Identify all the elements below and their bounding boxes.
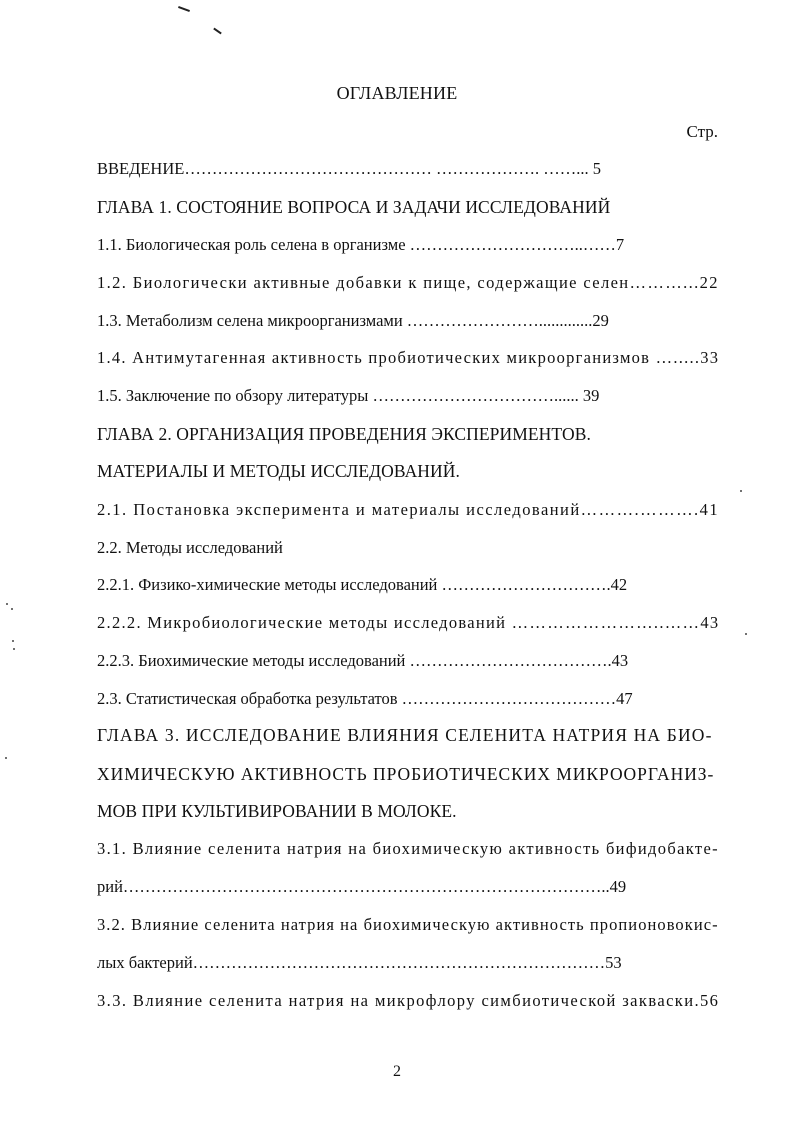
scan-mark	[213, 28, 222, 35]
scan-mark	[11, 608, 13, 610]
scan-mark	[12, 640, 14, 642]
toc-entry: 2.2.3. Биохимические методы исследований ……………………………….43	[97, 651, 629, 670]
toc-chapter-heading: ГЛАВА 3. ИССЛЕДОВАНИЕ ВЛИЯНИЯ СЕЛЕНИТА НАТРИЯ НА БИО-	[97, 725, 713, 745]
toc-entry: 1.5. Заключение по обзору литературы ……………………………...... 39	[97, 386, 600, 405]
toc-chapter-heading: ХИМИЧЕСКУЮ АКТИВНОСТЬ ПРОБИОТИЧЕСКИХ МИКРООРГАНИЗ-	[97, 764, 715, 784]
toc-entry: ВВЕДЕНИЕ……………………………………… ………………. ……... 5	[97, 159, 601, 178]
toc-entry: 1.2. Биологически активные добавки к пище, содержащие селен………...22	[97, 273, 719, 292]
toc-entry: 2.1. Постановка эксперимента и материалы исследований……….……….41	[97, 500, 720, 519]
toc-chapter-heading: ГЛАВА 1. СОСТОЯНИЕ ВОПРОСА И ЗАДАЧИ ИССЛЕДОВАНИЙ	[97, 197, 611, 217]
toc-entry: 3.2. Влияние селенита натрия на биохимическую активность пропионовокис-	[97, 915, 719, 934]
toc-entry: 2.3. Статистическая обработка результатов …………………………………47	[97, 689, 633, 708]
toc-chapter-heading: МОВ ПРИ КУЛЬТИВИРОВАНИИ В МОЛОКЕ.	[97, 801, 457, 821]
toc-entry: лых бактерий…………………………………………………………………53	[97, 953, 622, 972]
toc-entry: 1.4. Антимутагенная активность пробиотических микроорганизмов ….....33	[97, 348, 720, 367]
document-title: ОГЛАВЛЕНИЕ	[336, 83, 458, 103]
scan-mark	[178, 6, 190, 12]
page-column-label: Стр.	[686, 122, 718, 141]
toc-entry: 1.3. Метаболизм селена микроорганизмами …………………….............29	[97, 311, 609, 330]
scan-mark	[13, 648, 15, 650]
toc-entry: рий……………………………………………………………………………..49	[97, 877, 627, 896]
toc-entry: 3.3. Влияние селенита натрия на микрофлору симбиотической закваски.56	[97, 991, 720, 1010]
toc-entry: 3.1. Влияние селенита натрия на биохимическую активность бифидобакте-	[97, 839, 719, 858]
page-number: 2	[393, 1063, 401, 1080]
toc-chapter-heading: ГЛАВА 2. ОРГАНИЗАЦИЯ ПРОВЕДЕНИЯ ЭКСПЕРИМЕНТОВ.	[97, 424, 591, 444]
scan-mark	[5, 757, 7, 759]
scan-mark	[740, 490, 742, 492]
toc-chapter-heading: МАТЕРИАЛЫ И МЕТОДЫ ИССЛЕДОВАНИЙ.	[97, 461, 460, 481]
scan-mark	[745, 633, 747, 635]
toc-entry: 2.2.1. Физико-химические методы исследований ………………………….42	[97, 575, 628, 594]
toc-entry: 2.2.2. Микробиологические методы исследований ……………………..……43	[97, 613, 720, 632]
scan-mark	[6, 603, 8, 605]
toc-entry: 1.1. Биологическая роль селена в организме …………………………..……7	[97, 235, 625, 254]
toc-entry: 2.2. Методы исследований	[97, 538, 283, 557]
